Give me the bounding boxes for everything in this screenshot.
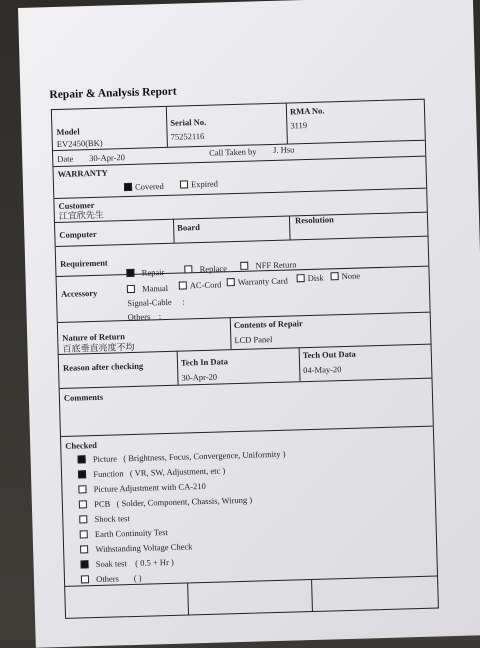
customer-value: 江宜欣先生 [58,210,104,222]
report-title: Repair & Analysis Report [49,85,177,102]
checkbox-empty-icon [79,515,87,523]
requirement-option-repair[interactable]: Repair [126,268,164,278]
date-label: Date [57,153,74,164]
check-item-function[interactable]: Function ( VR, SW, Adjustment, etc ) [78,466,225,479]
checkbox-checked-icon [80,560,88,568]
contents-value: LCD Panel [234,334,273,346]
rule [60,378,432,389]
check-item-soak-test[interactable]: Soak test ( 0.5 + Hr ) [80,558,173,569]
rule [289,215,291,239]
checked-label: Checked [65,439,98,451]
resolution-label: Resolution [294,214,334,226]
rule [187,582,189,614]
check-item-earth-continuity[interactable]: Earth Continuity Test [80,528,168,539]
tech-out-value: 04-May-20 [303,364,342,376]
checkbox-empty-icon [331,272,339,280]
check-item-picture[interactable]: Picture ( Brightness, Focus, Convergence, Uniformity ) [78,450,286,464]
rule [55,212,427,226]
checkbox-checked-icon [78,455,86,463]
checkbox-empty-icon [127,285,135,293]
accessory-option-none[interactable]: None [331,272,361,281]
check-item-withstanding-voltage[interactable]: Withstanding Voltage Check [80,542,193,554]
rule [286,104,288,144]
checkbox-empty-icon [240,262,248,270]
customer-label: Customer [58,199,95,211]
rule [177,351,179,385]
checkbox-checked-icon [126,269,134,277]
tech-in-label: Tech In Data [180,356,229,368]
checkbox-empty-icon [297,274,305,282]
reason-label: Reason after checking [62,360,144,373]
rule [311,579,313,611]
call-taken-label: Call Taken by [208,146,257,158]
board-label: Board [177,222,200,233]
date-value: 30-Apr-20 [89,152,126,164]
accessory-option-disk[interactable]: Disk [297,274,324,283]
accessory-label: Accessory [60,287,98,299]
others-field-label: Others : [127,311,162,323]
check-item-others[interactable]: Others ( ) [81,574,142,584]
rma-label: RMA No. [289,105,325,117]
rule [61,426,433,437]
check-item-shock-test[interactable]: Shock test [79,514,130,524]
checkbox-empty-icon [80,545,88,553]
nature-label: Nature of Return [62,331,125,343]
requirement-label: Requirement [60,257,108,269]
signal-cable-label: Signal-Cable : [127,296,185,309]
checkbox-empty-icon [81,575,89,583]
computer-label: Computer [59,228,97,240]
serial-value: 75252116 [170,130,205,142]
rule [173,219,175,243]
check-item-picture-adjustment[interactable]: Picture Adjustment with CA-210 [78,482,206,494]
checkbox-checked-icon [124,183,132,191]
checkbox-checked-icon [78,470,86,478]
nature-value: 百底垂直亮度不均 [62,342,135,355]
contents-label: Contents of Repair [233,318,304,331]
report-form [51,99,439,619]
check-item-pcb[interactable]: PCB ( Solder, Component, Chassis, Wirung ) [79,496,253,509]
tech-out-label: Tech Out Data [302,348,356,361]
rma-value: 3119 [290,119,308,131]
checkbox-empty-icon [227,278,235,286]
tech-in-value: 30-Apr-20 [181,371,218,383]
checkbox-empty-icon [179,281,187,289]
rule [299,347,301,381]
rule [56,236,428,247]
accessory-option-warranty-card[interactable]: Warranty Card [227,277,288,287]
requirement-option-replace[interactable]: Replace [184,264,227,274]
checkbox-empty-icon [78,485,86,493]
comments-label: Comments [63,391,104,403]
serial-label: Serial No. [170,116,207,128]
checkbox-empty-icon [79,500,87,508]
report-sheet [18,0,480,648]
accessory-option-manual[interactable]: Manual [127,284,168,294]
accessory-option-ac-cord[interactable]: AC-Cord [179,280,222,290]
model-value: EV2450(BK) [56,137,103,149]
warranty-label: WARRANTY [57,167,108,179]
rule [166,107,168,147]
warranty-option-covered[interactable]: Covered [124,182,164,192]
requirement-option-nff-return[interactable]: NFF Return [240,260,296,270]
call-taken-value: J. Hsu [272,144,295,155]
rule [230,317,232,349]
checkbox-empty-icon [80,530,88,538]
checkbox-empty-icon [184,265,192,273]
checkbox-empty-icon [180,180,188,188]
warranty-option-expired[interactable]: Expired [180,179,218,189]
rule [54,188,426,199]
model-label: Model [56,126,80,137]
